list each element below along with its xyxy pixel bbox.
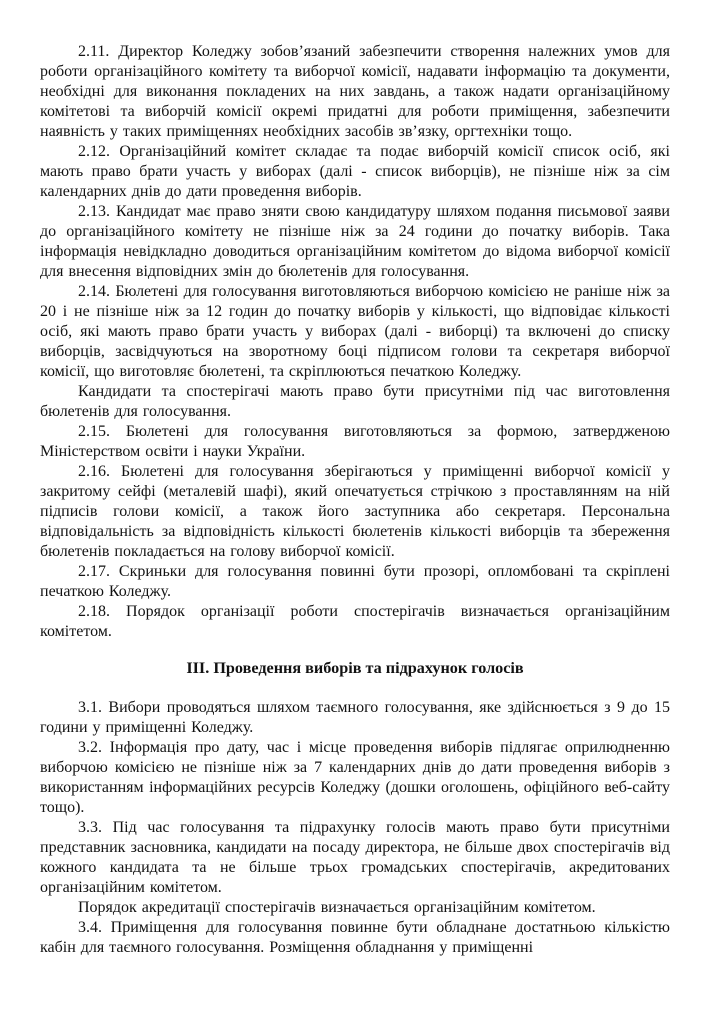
paragraph-2-11: 2.11. Директор Коледжу зобов’язаний забезпечити створення належних умов для роботи організаційного комітету та виборчої комісії, надавати інформацію та документи, необхідні для виконання покладених на них завдань, а також надати організаційному комітетові та виборчій комісії окремі придатні для роботи приміщення, забезпечити наявність у таких приміщеннях необхідних засобів зв’язку, оргтехніки тощо. [40,43,670,140]
paragraph-3-3-continuation: Порядок акредитації спостерігачів визначається організаційним комітетом. [78,899,596,916]
paragraph-2-14-continuation: Кандидати та спостерігачі мають право бути присутніми під час виготовлення бюлетенів для голосування. [40,383,670,420]
paragraph-3-2: 3.2. Інформація про дату, час і місце проведення виборів підлягає оприлюдненню виборчою комісією не пізніше ніж за 7 календарних днів до дати проведення виборів з використанням інформаційних ресурсів Коледжу (дошки оголошень, офіційного веб-сайту тощо). [40,739,670,816]
paragraph-2-12: 2.12. Організаційний комітет складає та подає виборчій комісії список осіб, які мають право брати участь у виборах (далі - список виборців), не пізніше ніж за сім календарних днів до дати проведення виборів. [40,143,670,200]
paragraph-2-15: 2.15. Бюлетені для голосування виготовляються за формою, затвердженою Міністерством освіти і науки України. [40,423,670,460]
paragraph-3-3: 3.3. Під час голосування та підрахунку голосів мають право бути присутніми представник засновника, кандидати на посаду директора, не більше двох спостерігачів від кожного кандидата та не більше трьох громадських спостерігачів, акредитованих організаційним комітетом. [40,819,670,896]
paragraph-2-18: 2.18. Порядок організації роботи спостерігачів визначається організаційним комітетом. [40,603,670,640]
paragraph-2-14: 2.14. Бюлетені для голосування виготовляються виборчою комісією не раніше ніж за 20 і не пізніше ніж за 12 годин до початку виборів у кількості, що відповідає кількості осіб, які мають право брати участь у виборах (далі - виборці) та включені до списку виборців, засвідчуються на зворотному боці підписом голови та секретаря виборчої комісії, що виготовляє бюлетені, та скріплюються печаткою Коледжу. [40,283,670,380]
paragraph-2-13: 2.13. Кандидат має право зняти свою кандидатуру шляхом подання письмової заяви до організаційного комітету не пізніше ніж за 24 години до початку виборів. Така інформація невідкладно доводиться організаційним комітетом до відома виборчої комісії для внесення відповідних змін до бюлетенів для голосування. [40,203,670,280]
paragraph-2-16: 2.16. Бюлетені для голосування зберігаються у приміщенні виборчої комісії у закритому сейфі (металевій шафі), який опечатується стрічкою з проставлянням на ній підписів голови комісії, а також його заступника або секретаря. Персональна відповідальність за відповідність кількості бюлетенів кількості виборців та збереження бюлетенів покладається на голову виборчої комісії. [40,463,670,560]
paragraph-2-17: 2.17. Скриньки для голосування повинні бути прозорі, опломбовані та скріплені печаткою Коледжу. [40,563,670,600]
section-3-heading: III. Проведення виборів та підрахунок голосів [186,659,524,677]
paragraph-3-1: 3.1. Вибори проводяться шляхом таємного голосування, яке здійснюється з 9 до 15 години у приміщенні Коледжу. [40,699,670,736]
paragraph-3-4: 3.4. Приміщення для голосування повинне бути обладнане достатньою кількістю кабін для таємного голосування. Розміщення обладнання у приміщенні [40,919,670,956]
